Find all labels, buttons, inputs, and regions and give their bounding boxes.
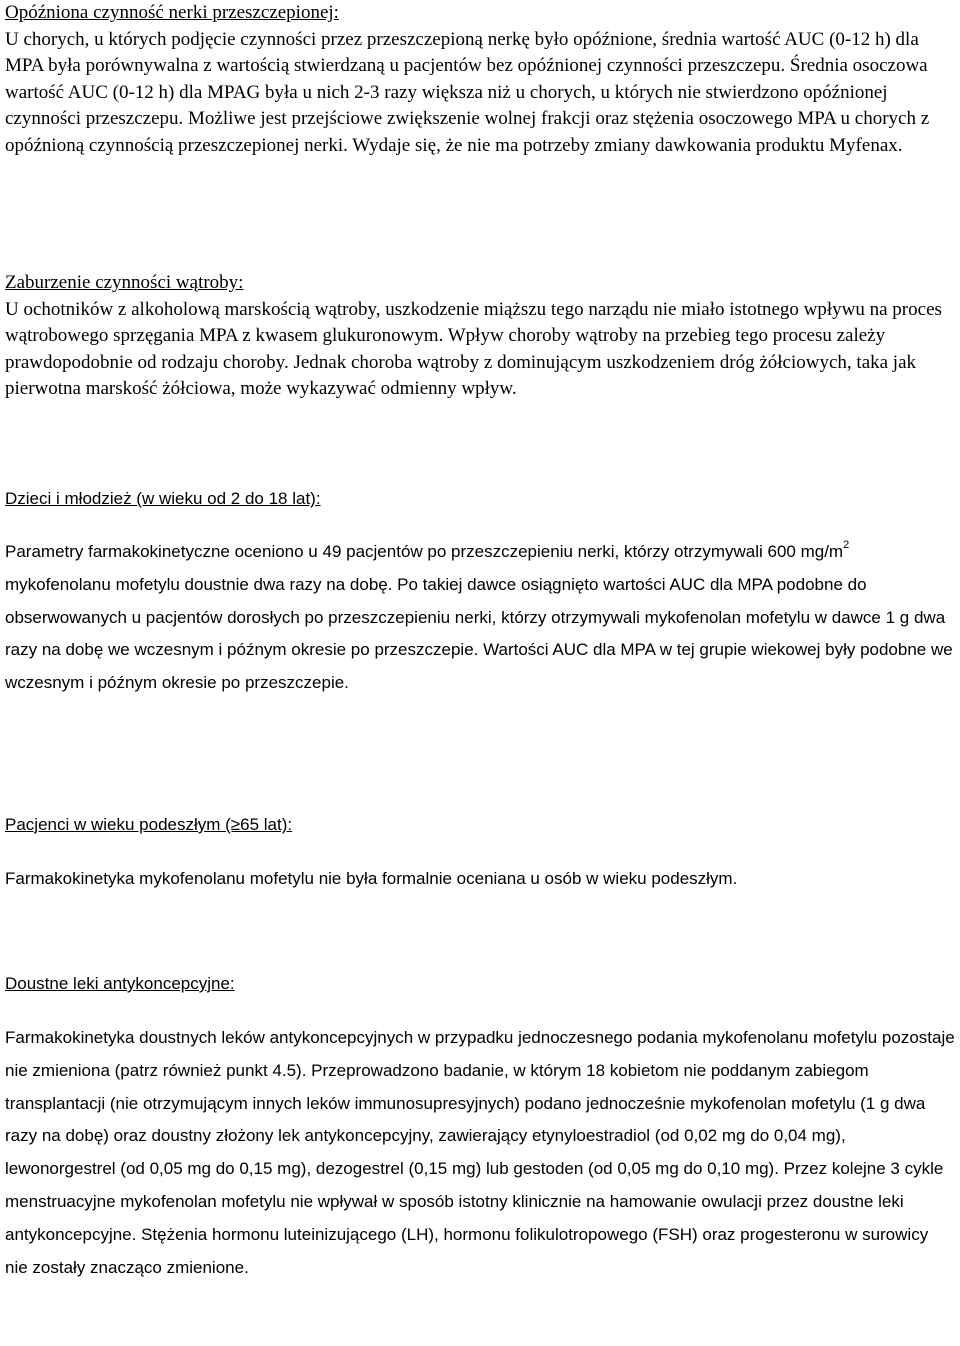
section-heading-children: Dzieci i młodzież (w wieku od 2 do 18 lat): [5,489,321,508]
section-liver [5,270,955,403]
section-heading: Zaburzenie czynności wątroby: [5,272,244,293]
section-paragraph-contraceptives: Farmakokinetyka doustnych leków antykoncepcyjnych w przypadku jednoczesnego podania mykofenolanu mofetylu pozostaje nie zmieniona (patrz również punkt 4.5). Przeprowadzono badanie, w którym 18 kobietom nie poddanym zabiegom transplantacji (nie otrzymującym innych leków immunosupresyjnych) podano jednocześnie mykofenolan mofetylu (1 g dwa razy na dobę) oraz doustny złożony lek antykoncepcyjny, zawierający etynyloestradiol (od 0,02 mg do 0,04 mg), lewonorgestrel (od 0,05 mg do 0,15 mg), dezogestrel (0,15 mg) lub gestoden (od 0,05 mg do 0,10 mg). Przez kolejne 3 cykle menstruacyjne mykofenolan mofetylu nie wpływał w sposób istotny klinicznie na hamowanie owulacji przez doustne leki antykoncepcyjne. Stężenia hormonu luteinizującego (LH), hormonu folikulotropowego (FSH) oraz progesteronu w surowicy nie zostały znacząco zmienione. [5,1028,955,1277]
section-heading: Opóźniona czynność nerki przeszczepionej: [5,2,339,23]
superscript: 2 [843,539,850,552]
section-heading-contraceptives: Doustne leki antykoncepcyjne: [5,974,235,993]
section-paragraph: U chorych, u których podjęcie czynności przez przeszczepioną nerkę było opóźnione, średnia wartość AUC (0-12 h) dla MPA była porównywalna z wartością stwierdzaną u pacjentów bez opóźnionej czynności przeszczepu. Średnia osoczowa wartość AUC (0-12 h) dla MPAG była u nich 2-3 razy większa niż u chorych, u których nie stwierdzono opóźnionej czynności przeszczepu. Możliwe jest przejściowe zwiększenie wolnej frakcji oraz stężenia osoczowego MPA u chorych z opóźnioną czynnością przeszczepionej nerki. Wydaje się, że nie ma potrzeby zmiany dawkowania produktu Myfenax. [5,28,930,156]
section-delayed-graft [5,0,955,159]
paragraph-part: mykofenolanu mofetylu doustnie dwa razy na dobę. Po takiej dawce osiągnięto wartości AUC dla MPA podobne do obserwowanych u pacjentów dorosłych po przeszczepieniu nerki, którzy otrzymywali mykofenolan mofetylu w dawce 1 g dwa razy na dobę we wczesnym i późnym okresie po przeszczepie. Wartości AUC dla MPA w tej grupie wiekowej były podobne we wczesnym i późnym okresie po przeszczepie. [5,574,953,693]
section-paragraph: U ochotników z alkoholową marskością wątroby, uszkodzenie miąższu tego narządu nie miało istotnego wpływu na proces wątrobowego sprzęgania MPA z kwasem glukuronowym. Wpływ choroby wątroby na przebieg tego procesu zależy prawdopodobnie od rodzaju choroby. Jednak choroba wątroby z dominującym uszkodzeniem dróg żółciowych, taka jak pierwotna marskość żółciowa, może wykazywać odmienny wpływ. [5,298,942,399]
paragraph-part: Parametry farmakokinetyczne oceniono u 49 pacjentów po przeszczepieniu nerki, którzy otrzymywali 600 mg/m [5,542,844,561]
section-heading-elderly: Pacjenci w wieku podeszłym (≥65 lat): [5,815,293,834]
section-paragraph-elderly: Farmakokinetyka mykofenolanu mofetylu nie była formalnie oceniana u osób w wieku podeszłym. [5,869,738,888]
section-paragraph-children [5,536,955,700]
